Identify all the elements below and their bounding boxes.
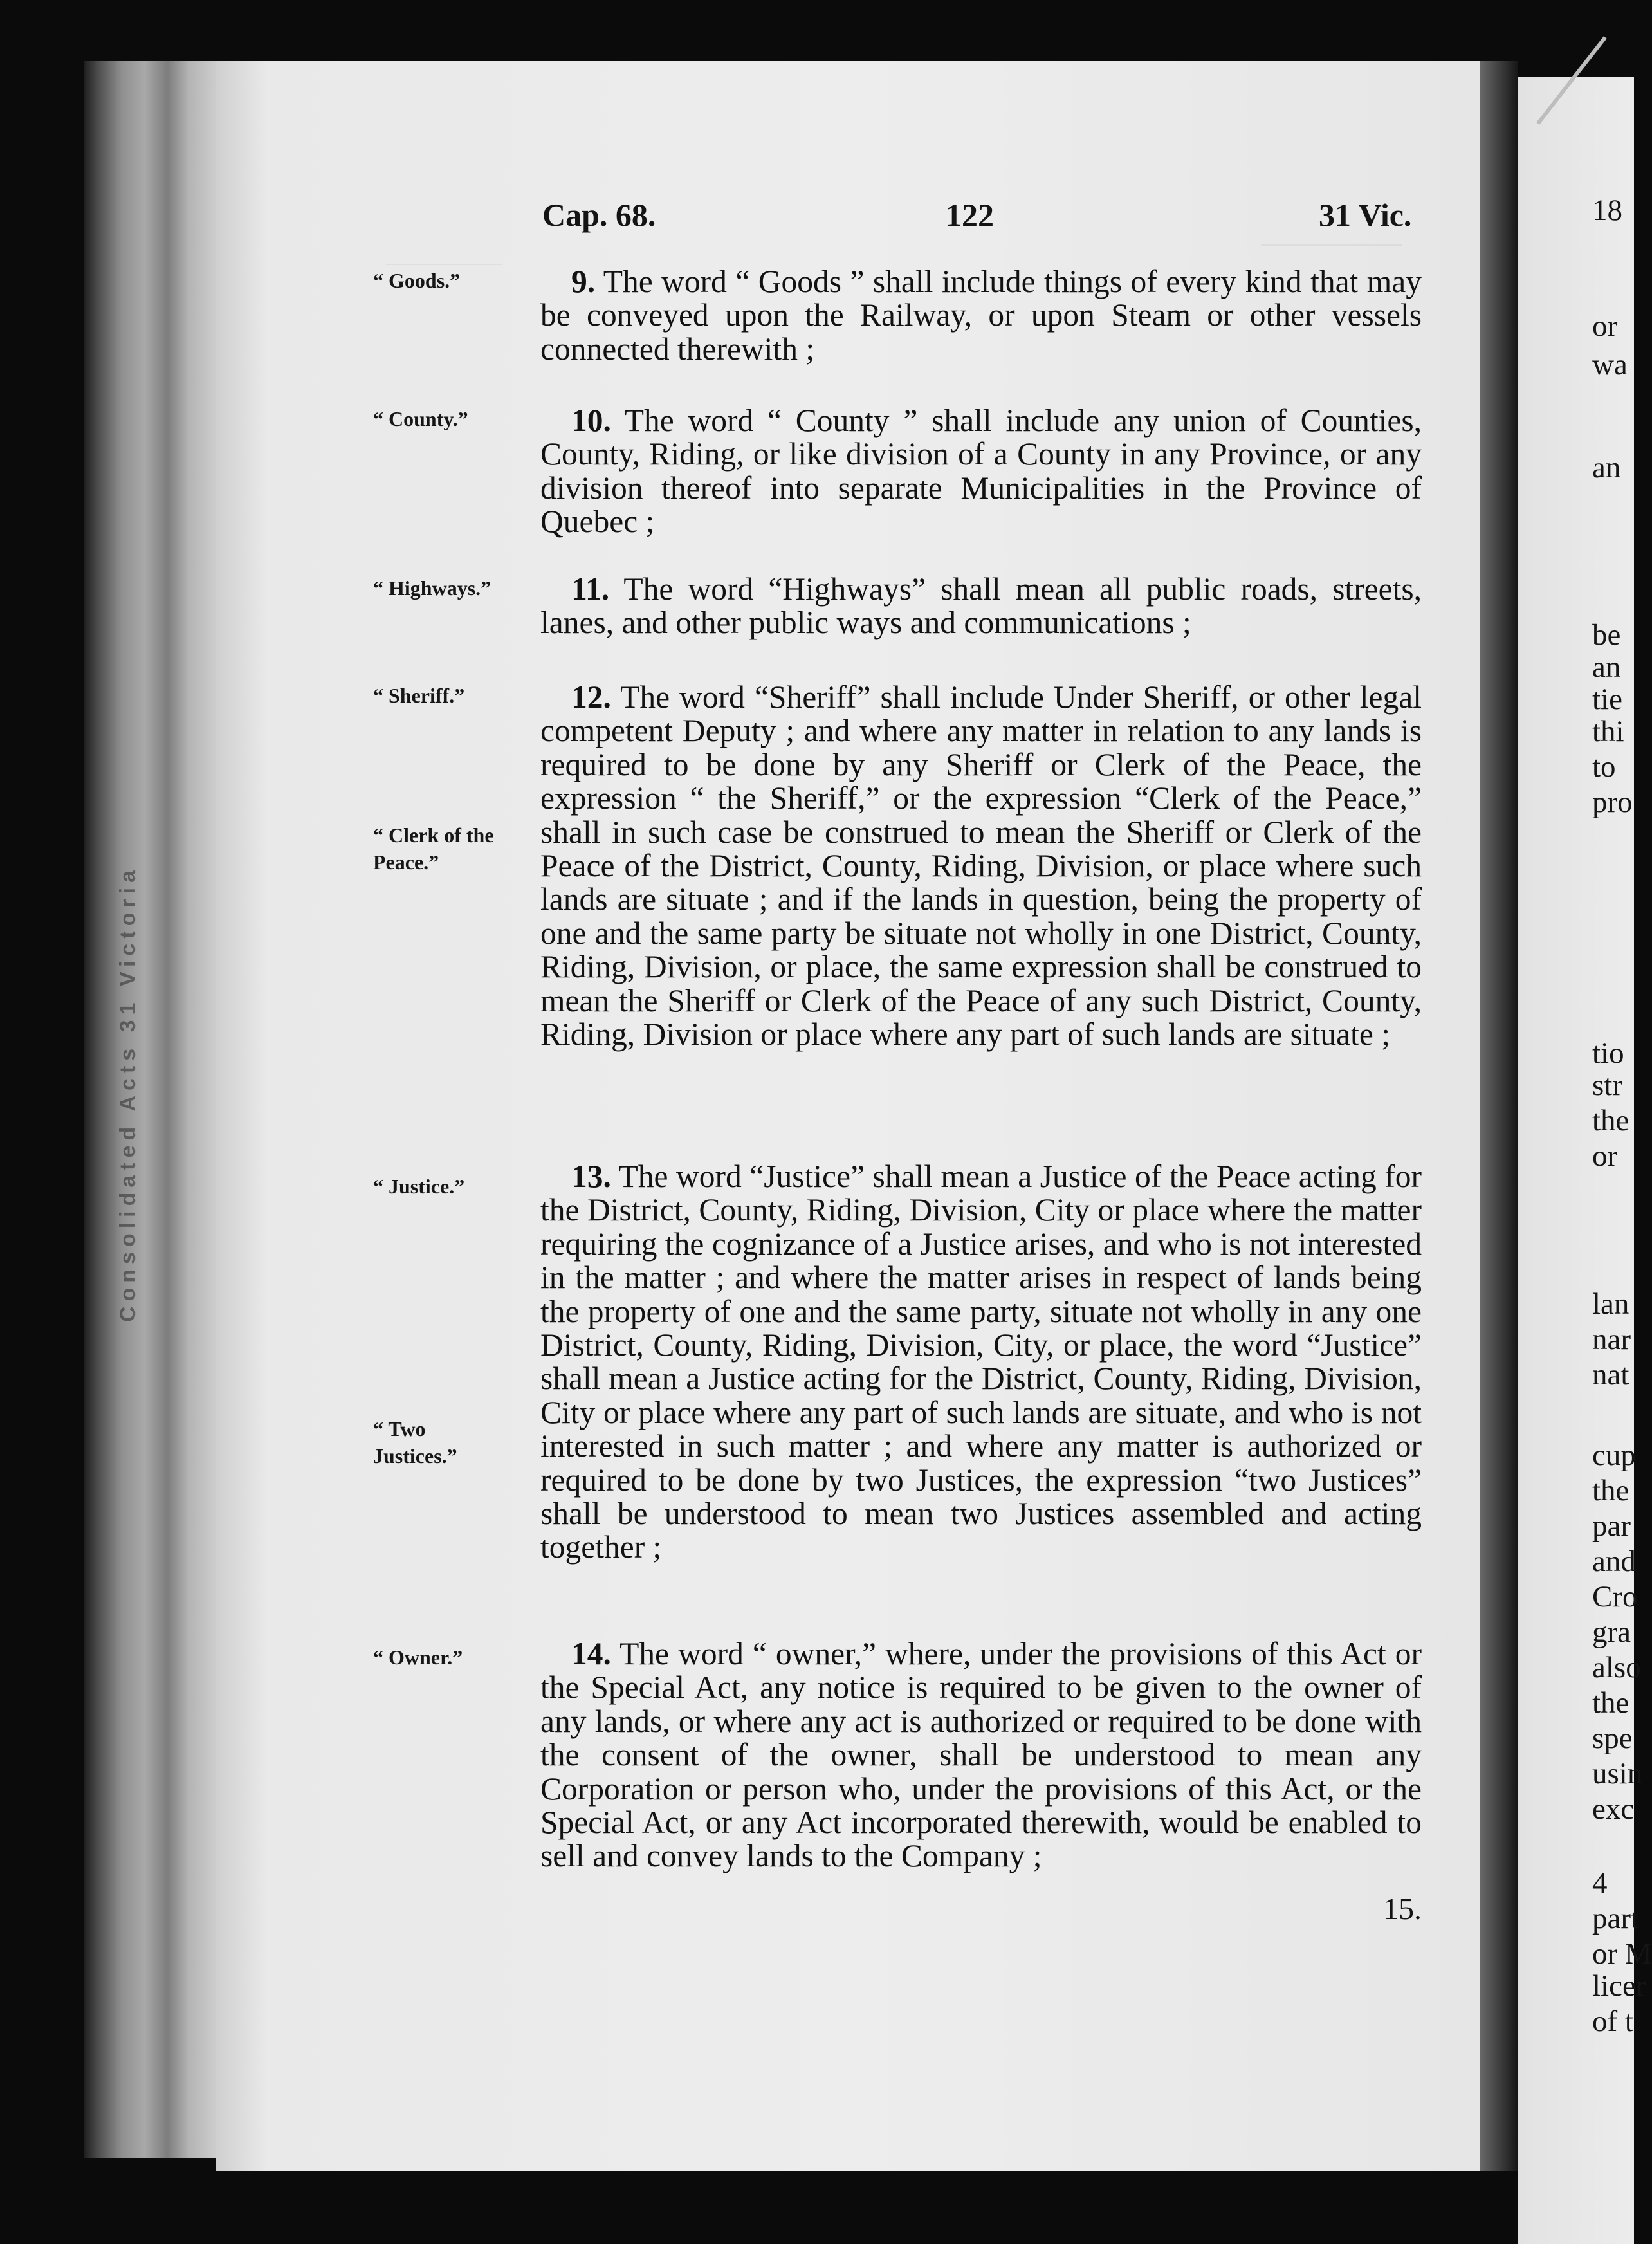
- margin-note-goods: “ Goods.”: [373, 269, 461, 292]
- facing-page-word: pro: [1592, 786, 1633, 819]
- section-text: The word “Highways” shall mean all public roads, streets, lanes, and other public ways and communications ;: [540, 571, 1422, 641]
- facing-page-word: tio: [1592, 1036, 1624, 1070]
- facing-page-word: str: [1592, 1069, 1622, 1102]
- facing-page-word: usin: [1592, 1757, 1643, 1790]
- facing-page-word: or: [1592, 1139, 1618, 1173]
- facing-page-word: and: [1592, 1545, 1636, 1578]
- book-binding-edge: [84, 61, 219, 2158]
- catchword: 15.: [1383, 1892, 1422, 1926]
- margin-note-owner: “ Owner.”: [373, 1646, 463, 1669]
- section-14: [540, 1637, 1422, 1873]
- facing-page-word: be: [1592, 618, 1621, 652]
- margin-note-clerk-of-the-peace: “ Clerk of the Peace.”: [373, 823, 494, 874]
- facing-page-word: the: [1592, 1474, 1629, 1507]
- facing-page-word: of t: [1592, 2005, 1633, 2038]
- section-number: 10.: [571, 403, 611, 438]
- section-number: 11.: [571, 571, 610, 607]
- facing-page-word: thi: [1592, 715, 1624, 748]
- header-page-number: 122: [946, 197, 994, 233]
- facing-page-word: an: [1592, 451, 1621, 484]
- facing-page-word: lan: [1592, 1287, 1629, 1321]
- margin-note-highways: “ Highways.”: [373, 576, 491, 600]
- facing-page-word: par: [1592, 1509, 1631, 1543]
- margin-note-county: “ County.”: [373, 407, 468, 430]
- binding-spine-text: Consolidated Acts 31 Victoria: [116, 865, 140, 1323]
- facing-page-word: an: [1592, 650, 1621, 684]
- section-13: [540, 1160, 1422, 1565]
- facing-page-word: spe: [1592, 1722, 1633, 1755]
- section-11: [540, 573, 1422, 640]
- page-gutter-shadow: [1480, 61, 1518, 2171]
- section-number: 14.: [571, 1636, 611, 1671]
- section-number: 12.: [571, 679, 611, 715]
- facing-page-word: also: [1592, 1651, 1641, 1684]
- section-text: The word “Justice” shall mean a Justice of the Peace acting for the District, County, Riding, Division, City or place where the matter requiring the cognizance of a Justice arises, and who is not interested in the matter ; and where the matter arises in respect of lands being the property of one and the same party, situate not wholly in any one District, County, Riding, Division, City, or place, the word “Justice” shall mean a Justice acting for the District, County, Riding, Division, City or place where any part of such lands are situate, and who is not interested in such matter ; and where any matter is authorized or required to be done by two Justices, the expression “two Justices” shall be understood to mean two Justices assembled and acting together ;: [540, 1159, 1422, 1565]
- section-10: [540, 404, 1422, 539]
- facing-page-word: the: [1592, 1686, 1629, 1720]
- facing-page-word: gra: [1592, 1615, 1631, 1649]
- section-number: 13.: [571, 1159, 611, 1194]
- section-number: 9.: [571, 264, 596, 299]
- facing-page-word: part: [1592, 1902, 1640, 1935]
- header-chapter: Cap. 68.: [542, 197, 656, 233]
- section-12: [540, 681, 1422, 1051]
- facing-page-word: 18: [1592, 194, 1622, 227]
- facing-page-word: 4: [1592, 1866, 1608, 1900]
- section-9: [540, 265, 1422, 366]
- facing-page-strip: [1518, 77, 1652, 2244]
- facing-page-word: licer: [1592, 1969, 1646, 2003]
- facing-page-word: exc: [1592, 1792, 1635, 1826]
- facing-page-word: wa: [1592, 348, 1628, 382]
- facing-page-word: the: [1592, 1104, 1629, 1137]
- section-text: The word “ County ” shall include any union of Counties, County, Riding, or like division of a County in any Province, or any division thereof into separate Municipalities in the Province of Quebec ;: [540, 403, 1422, 540]
- margin-note-two-justices: “ Two Justices.”: [373, 1417, 457, 1468]
- section-text: The word “ Goods ” shall include things of every kind that may be conveyed upon the Railway, or upon Steam or other vessels connected therewith ;: [540, 264, 1422, 367]
- facing-page-word: tie: [1592, 683, 1622, 716]
- facing-page-word: Cro: [1592, 1580, 1638, 1614]
- section-text: The word “Sheriff” shall include Under Sheriff, or other legal competent Deputy ; and where any matter in relation to any lands is required to be done by any Sheriff or Clerk of the Peace, the expression “ the Sheriff,” or the expression “Clerk of the Peace,” shall in such case be construed to mean the Sheriff or Clerk of the Peace of the District, County, Riding, Division, or place where such lands are situate ; and if the lands in question, being the property of one and the same party be situate not wholly in one District, County, Riding, Division, or place, the same expression shall be construed to mean the Sheriff or Clerk of the Peace of any such District, County, Riding, Division or place where any part of such lands are situate ;: [540, 679, 1422, 1053]
- facing-page-word: nat: [1592, 1358, 1629, 1392]
- margin-note-justice: “ Justice.”: [373, 1175, 465, 1198]
- facing-page-word: nar: [1592, 1323, 1631, 1356]
- margin-note-sheriff: “ Sheriff.”: [373, 684, 465, 707]
- facing-page-word: to: [1592, 750, 1616, 784]
- facing-page-word: cup: [1592, 1439, 1636, 1472]
- facing-page-word: or M: [1592, 1937, 1652, 1971]
- facing-page-word: or: [1592, 309, 1618, 343]
- section-text: The word “ owner,” where, under the provisions of this Act or the Special Act, any notice is required to be given to the owner of any lands, or where any act is authorized or required to be done with the consent of the owner, shall be understood to mean any Corporation or person who, under the provisions of this Act, or the Special Act, or any Act incorporated therewith, would be enabled to sell and convey lands to the Company ;: [540, 1636, 1422, 1874]
- header-year: 31 Vic.: [1319, 197, 1412, 233]
